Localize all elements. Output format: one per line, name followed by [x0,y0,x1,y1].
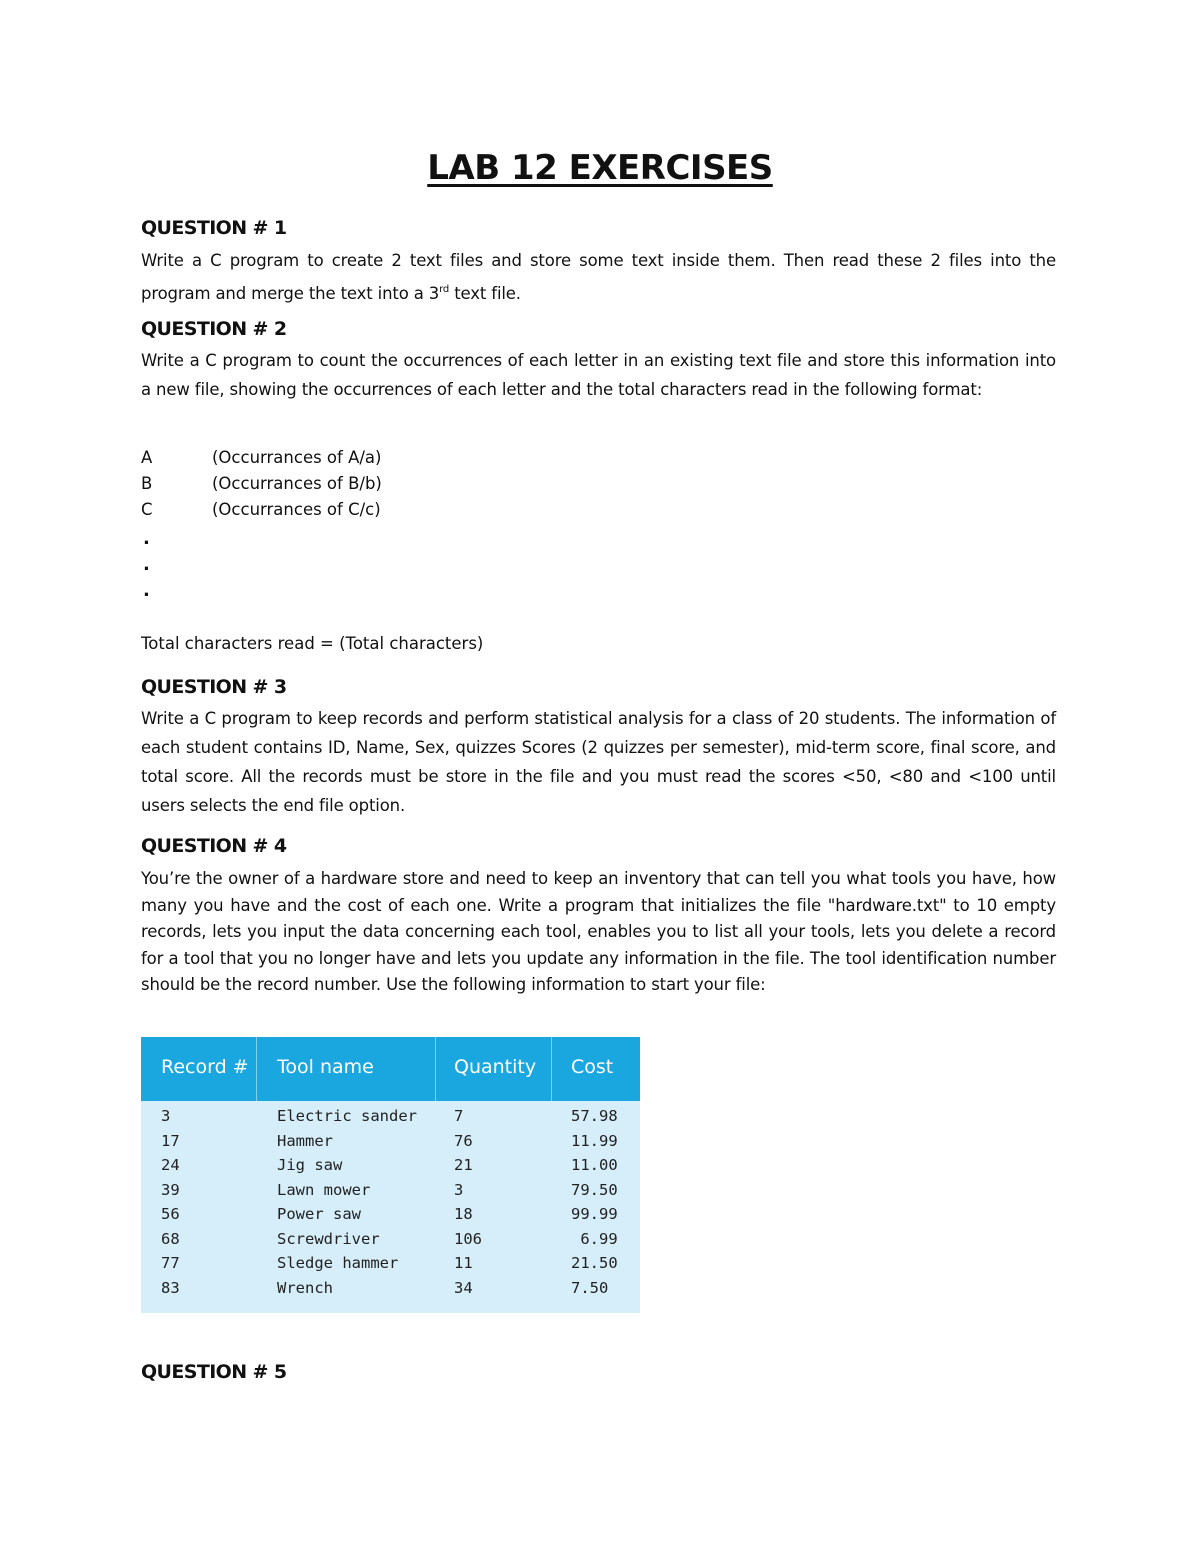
cell-tool-name: Wrench [277,1278,333,1297]
cell-record: 24 [161,1156,180,1174]
header-quantity: Quantity [454,1056,537,1078]
format-letter: C [141,500,153,519]
question-1-body: Write a C program to create 2 text files and store some text inside them. Then read these 2 files into the program and merge the text into a 3 [141,251,1056,303]
tool-inventory-table [141,1037,640,1313]
cell-quantity: 106 [454,1229,482,1248]
table-row [141,1154,640,1179]
cell-cost: 79.50 [571,1180,618,1199]
cell-cost: 99.99 [571,1205,618,1223]
cell-record: 39 [161,1180,180,1199]
cell-tool-name: Hammer [277,1131,333,1150]
cell-tool-name: Screwdriver [277,1229,380,1248]
question-2-heading: QUESTION # 2 [141,318,287,340]
cell-cost: 7.50 [571,1278,609,1297]
header-record: Record # [161,1056,249,1078]
question-2-text: Write a C program to count the occurrences of each letter in an existing text file and store this information into a new file, showing the occurrences of each letter and the total characters read in the following format: [141,351,1056,399]
cell-cost: 6.99 [571,1229,618,1248]
cell-record: 3 [161,1107,171,1125]
cell-record: 56 [161,1205,180,1223]
ellipsis-dot: . [143,554,150,575]
question-1-superscript: rd [439,284,450,295]
header-divider [256,1037,257,1101]
cell-quantity: 11 [454,1254,473,1272]
cell-tool-name: Electric sander [277,1107,417,1125]
total-characters-line: Total characters read = (Total characters) [141,634,484,653]
table-row [141,1228,640,1253]
question-3-heading: QUESTION # 3 [141,676,287,698]
cell-cost: 11.99 [571,1131,618,1150]
cell-tool-name: Lawn mower [277,1180,371,1199]
header-cost: Cost [571,1056,614,1078]
question-1-body-end: text file. [449,284,521,303]
cell-quantity: 34 [454,1278,473,1297]
table-row [141,1252,640,1277]
format-description: (Occurrances of A/a) [212,448,382,467]
cell-cost: 11.00 [571,1156,618,1174]
table-header [141,1037,640,1101]
cell-tool-name: Power saw [277,1205,361,1223]
cell-quantity: 76 [454,1131,473,1150]
ellipsis-dot: . [143,528,150,549]
cell-record: 83 [161,1278,180,1297]
question-3-text: Write a C program to keep records and perform statistical analysis for a class of 20 students. The information of each student contains ID, Name, Sex, quizzes Scores (2 quizzes per semester), mid-term score, final score, and total score. All the records must be store in the file and you must read the scores <50, <80 and <100 until users selects the end file option. [141,709,1056,815]
cell-cost: 21.50 [571,1254,618,1272]
cell-quantity: 21 [454,1156,473,1174]
table-row [141,1277,640,1302]
cell-quantity: 18 [454,1205,473,1223]
table-row [141,1179,640,1204]
cell-record: 17 [161,1131,180,1150]
header-divider [551,1037,552,1101]
cell-tool-name: Jig saw [277,1156,343,1174]
format-description: (Occurrances of C/c) [212,500,381,519]
cell-cost: 57.98 [571,1107,618,1125]
question-4-text: You’re the owner of a hardware store and need to keep an inventory that can tell you what tools you have, how many you have and the cost of each one. Write a program that initializes the file "hardware.txt" to 10 empty records, lets you input the data concerning each tool, enables you to list all your tools, lets you delete a record for a tool that you no longer have and lets you update any information in the file. The tool identification number should be the record number. Use the following information to start your file: [141,869,1056,994]
cell-quantity: 7 [454,1107,464,1125]
question-1-text [141,246,1056,308]
table-row [141,1130,640,1155]
table-row [141,1203,640,1228]
cell-tool-name: Sledge hammer [277,1254,399,1272]
cell-record: 68 [161,1229,180,1248]
format-description: (Occurrances of B/b) [212,474,382,493]
cell-record: 77 [161,1254,180,1272]
header-divider [435,1037,436,1101]
table-row [141,1105,640,1130]
format-letter: B [141,474,153,493]
table-body [141,1101,640,1301]
cell-quantity: 3 [454,1180,464,1199]
format-letter: A [141,448,153,467]
header-tool-name: Tool name [277,1056,374,1078]
question-1-heading: QUESTION # 1 [141,217,287,239]
page-title: LAB 12 EXERCISES [427,148,773,188]
ellipsis-dot: . [143,580,150,601]
question-5-heading: QUESTION # 5 [141,1361,287,1383]
question-4-heading: QUESTION # 4 [141,835,287,857]
